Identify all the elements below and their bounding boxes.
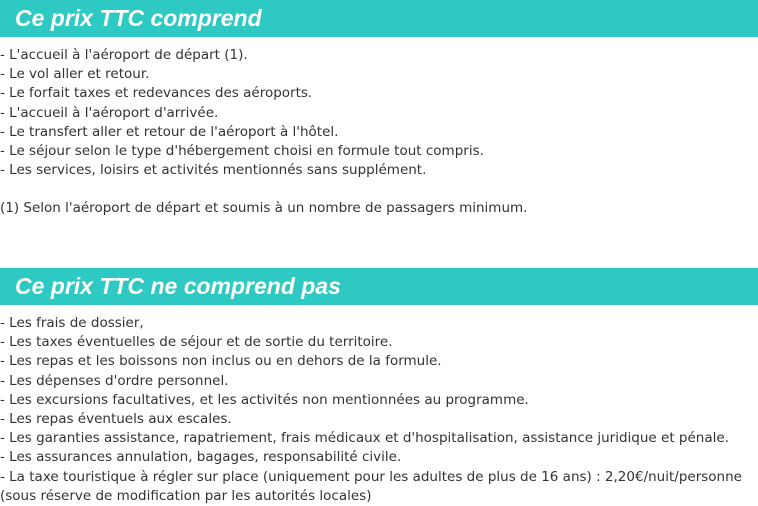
included-item-6: - Le séjour selon le type d'hébergement choisi en formule tout compris. — [0, 143, 484, 160]
included-item-2: - Le vol aller et retour. — [0, 66, 150, 83]
excluded-item-7: - Les garanties assistance, rapatriement, frais médicaux et d'hospitalisation, assistance juridique et pénale. — [0, 430, 729, 447]
excluded-item-8: - Les assurances annulation, bagages, responsabilité civile. — [0, 449, 402, 466]
excluded-item-2: - Les taxes éventuelles de séjour et de sortie du territoire. — [0, 334, 393, 351]
included-item-7: - Les services, loisirs et activités mentionnés sans supplément. — [0, 162, 427, 179]
excluded-item-5: - Les excursions facultatives, et les activités non mentionnées au programme. — [0, 391, 529, 408]
excluded-item-6: - Les repas éventuels aux escales. — [0, 411, 232, 428]
included-item-3: - Le forfait taxes et redevances des aéroports. — [0, 85, 313, 102]
excluded-item-4: - Les dépenses d'ordre personnel. — [0, 372, 229, 389]
included-item-4: - L'accueil à l'aéroport d'arrivée. — [0, 104, 219, 121]
included-section-body — [0, 46, 758, 219]
included-list — [0, 46, 758, 180]
excluded-item-9-continuation: (sous réserve de modification par les autorités locales) — [0, 487, 372, 504]
excluded-item-1: - Les frais de dossier, — [0, 315, 144, 331]
excluded-list — [0, 314, 758, 506]
included-section-title: Ce prix TTC comprend — [0, 0, 758, 37]
excluded-item-3: - Les repas et les boissons non inclus ou en dehors de la formule. — [0, 353, 442, 370]
included-footnote: (1) Selon l'aéroport de départ et soumis à un nombre de passagers minimum. — [0, 200, 528, 217]
included-item-5: - Le transfert aller et retour de l'aéroport à l'hôtel. — [0, 123, 339, 140]
excluded-item-9: - La taxe touristique à régler sur place (uniquement pour les adultes de plus de 16 ans) : 2,20€/nuit/personne — [0, 468, 742, 485]
excluded-section-title: Ce prix TTC ne comprend pas — [0, 268, 758, 305]
included-item-1: - L'accueil à l'aéroport de départ (1). — [0, 47, 248, 63]
excluded-section-body — [0, 314, 758, 506]
